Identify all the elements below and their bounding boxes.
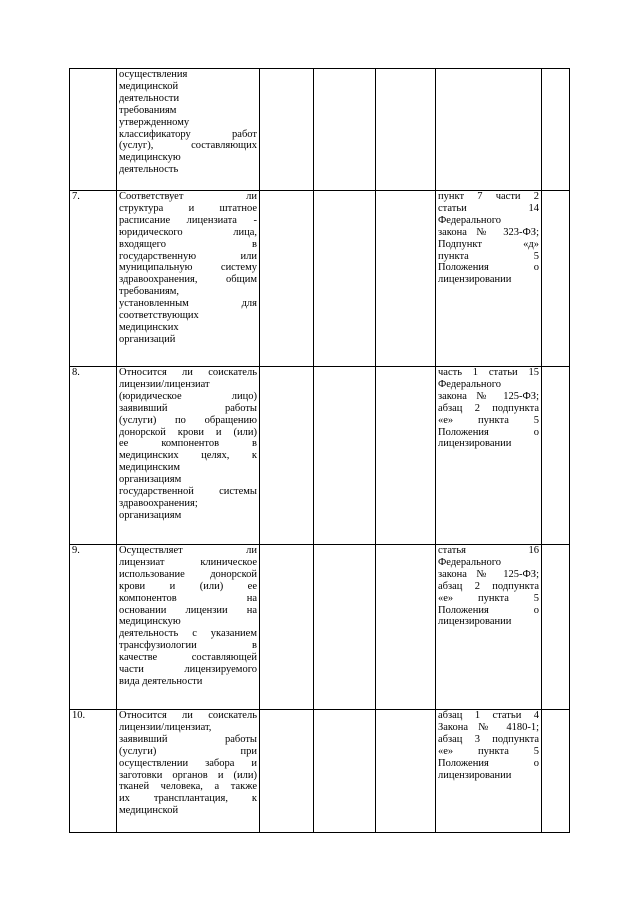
text-line: заготовки органов и (или) [119,769,257,781]
text-line: заявивший работы [119,402,257,414]
reference-line: лицензировании [438,438,512,450]
reference-line: Федерального [438,214,502,226]
reference-line: абзац 2 подпункта [438,402,539,414]
text-line: осуществления [119,69,188,80]
empty-cell [314,191,376,367]
text-line: деятельность [119,164,179,176]
text-line: деятельности [119,92,180,104]
reference-line: Федерального [438,378,502,390]
requirement-text [117,367,260,545]
empty-cell [376,710,436,833]
item-number: 9. [70,545,117,710]
text-line: компонентов на [119,592,257,604]
text-line: трансфузиологии в [119,640,257,652]
text-line: тканей человека, а также [119,781,257,793]
text-line: лицензии/лицензиат [119,378,210,390]
empty-cell [314,545,376,710]
empty-cell [376,191,436,367]
reference-line: Закона № 4180-1; [438,721,539,733]
text-line: государственную или [119,250,257,262]
table-body [70,69,570,833]
text-line: установленным для [119,298,257,310]
table-row [70,710,570,833]
reference-line: статья 16 [438,545,539,556]
text-line: крови и (или) ее [119,580,257,592]
text-line: осуществлении забора и [119,757,257,769]
legal-reference [436,710,542,833]
text-line: (услуг), составляющих [119,140,257,152]
text-line: утвержденному [119,116,190,128]
empty-cell [542,69,570,191]
text-line: Относится ли соискатель [119,367,257,378]
empty-cell [314,710,376,833]
reference-line: абзац 1 статьи 4 [438,710,539,721]
reference-line: закона № 125-ФЗ; [438,568,539,580]
item-number: 8. [70,367,117,545]
empty-cell [260,69,314,191]
reference-line: Положения о [438,604,539,616]
text-line: (услуги) при [119,745,257,757]
text-line: медицинской [119,80,179,92]
item-number: 7. [70,191,117,367]
reference-line: «е» пункта 5 [438,592,539,604]
legal-reference [436,69,542,191]
table-row [70,367,570,545]
reference-line: абзац 3 подпункта [438,733,539,745]
empty-cell [314,69,376,191]
text-line: ее компонентов в [119,438,257,450]
text-line: Осуществляет ли [119,545,257,556]
text-line: организациям [119,474,182,486]
reference-line: абзац 2 подпункта [438,580,539,592]
requirement-text [117,545,260,710]
text-line: медицинских целях, к [119,450,257,462]
requirement-text [117,69,260,191]
text-line: требованиям [119,104,177,116]
reference-line: Положения о [438,426,539,438]
text-line: входящего в [119,238,257,250]
table-row [70,191,570,367]
reference-line: лицензировании [438,769,512,781]
text-line: соответствующих [119,310,199,322]
text-line: Относится ли соискатель [119,710,257,721]
text-line: (услуги) по обращению [119,414,257,426]
reference-line: лицензировании [438,616,512,628]
reference-line: пункт 7 части 2 [438,191,539,202]
reference-line: пункта 5 [438,250,539,262]
text-line: организаций [119,333,176,345]
reference-line: лицензировании [438,274,512,286]
text-line: их трансплантация, к [119,793,257,805]
reference-line: часть 1 статьи 15 [438,367,539,378]
text-line: вида деятельности [119,675,203,687]
text-line: качестве составляющей [119,652,257,664]
text-line: донорской крови и (или) [119,426,257,438]
empty-cell [376,367,436,545]
text-line: государственной системы [119,486,257,498]
item-number: 10. [70,710,117,833]
text-line: здравоохранения, общим [119,274,257,286]
empty-cell [376,69,436,191]
reference-line: Положения о [438,262,539,274]
table-row [70,69,570,191]
text-line: медицинских [119,321,179,333]
empty-cell [542,191,570,367]
text-line: использование донорской [119,568,257,580]
reference-line: Положения о [438,757,539,769]
text-line: требованиям, [119,286,180,298]
text-line: юридического лица, [119,226,257,238]
text-line: организациям [119,509,182,521]
table-row [70,545,570,710]
text-line: части лицензируемого [119,664,257,676]
reference-line: «е» пункта 5 [438,414,539,426]
reference-line: закона № 323-ФЗ; [438,226,539,238]
reference-line: закона № 125-ФЗ; [438,390,539,402]
empty-cell [314,367,376,545]
empty-cell [542,367,570,545]
text-line: медицинским [119,462,181,474]
empty-cell [376,545,436,710]
empty-cell [260,545,314,710]
reference-line: Федерального [438,556,502,568]
legal-reference [436,367,542,545]
empty-cell [260,191,314,367]
text-line: муниципальную систему [119,262,257,274]
empty-cell [542,710,570,833]
text-line: лицензии/лицензиат, [119,721,212,733]
text-line: лицензиат клиническое [119,556,257,568]
requirement-text [117,710,260,833]
empty-cell [260,710,314,833]
text-line: медицинскую [119,616,181,628]
text-line: структура и штатное [119,202,257,214]
empty-cell [542,545,570,710]
text-line: Соответствует ли [119,191,257,202]
requirement-text [117,191,260,367]
text-line: (юридическое лицо) [119,390,257,402]
text-line: деятельность с указанием [119,628,257,640]
reference-line: Подпункт «д» [438,238,539,250]
checklist-table [69,68,570,833]
reference-line: «е» пункта 5 [438,745,539,757]
text-line: расписание лицензиата - [119,214,257,226]
legal-reference [436,191,542,367]
text-line: медицинской [119,805,179,817]
text-line: классификатору работ [119,128,257,140]
reference-line: статьи 14 [438,202,539,214]
text-line: здравоохранения; [119,497,198,509]
legal-reference [436,545,542,710]
empty-cell [260,367,314,545]
text-line: основании лицензии на [119,604,257,616]
text-line: заявивший работы [119,733,257,745]
text-line: медицинскую [119,152,181,164]
item-number [70,69,117,191]
